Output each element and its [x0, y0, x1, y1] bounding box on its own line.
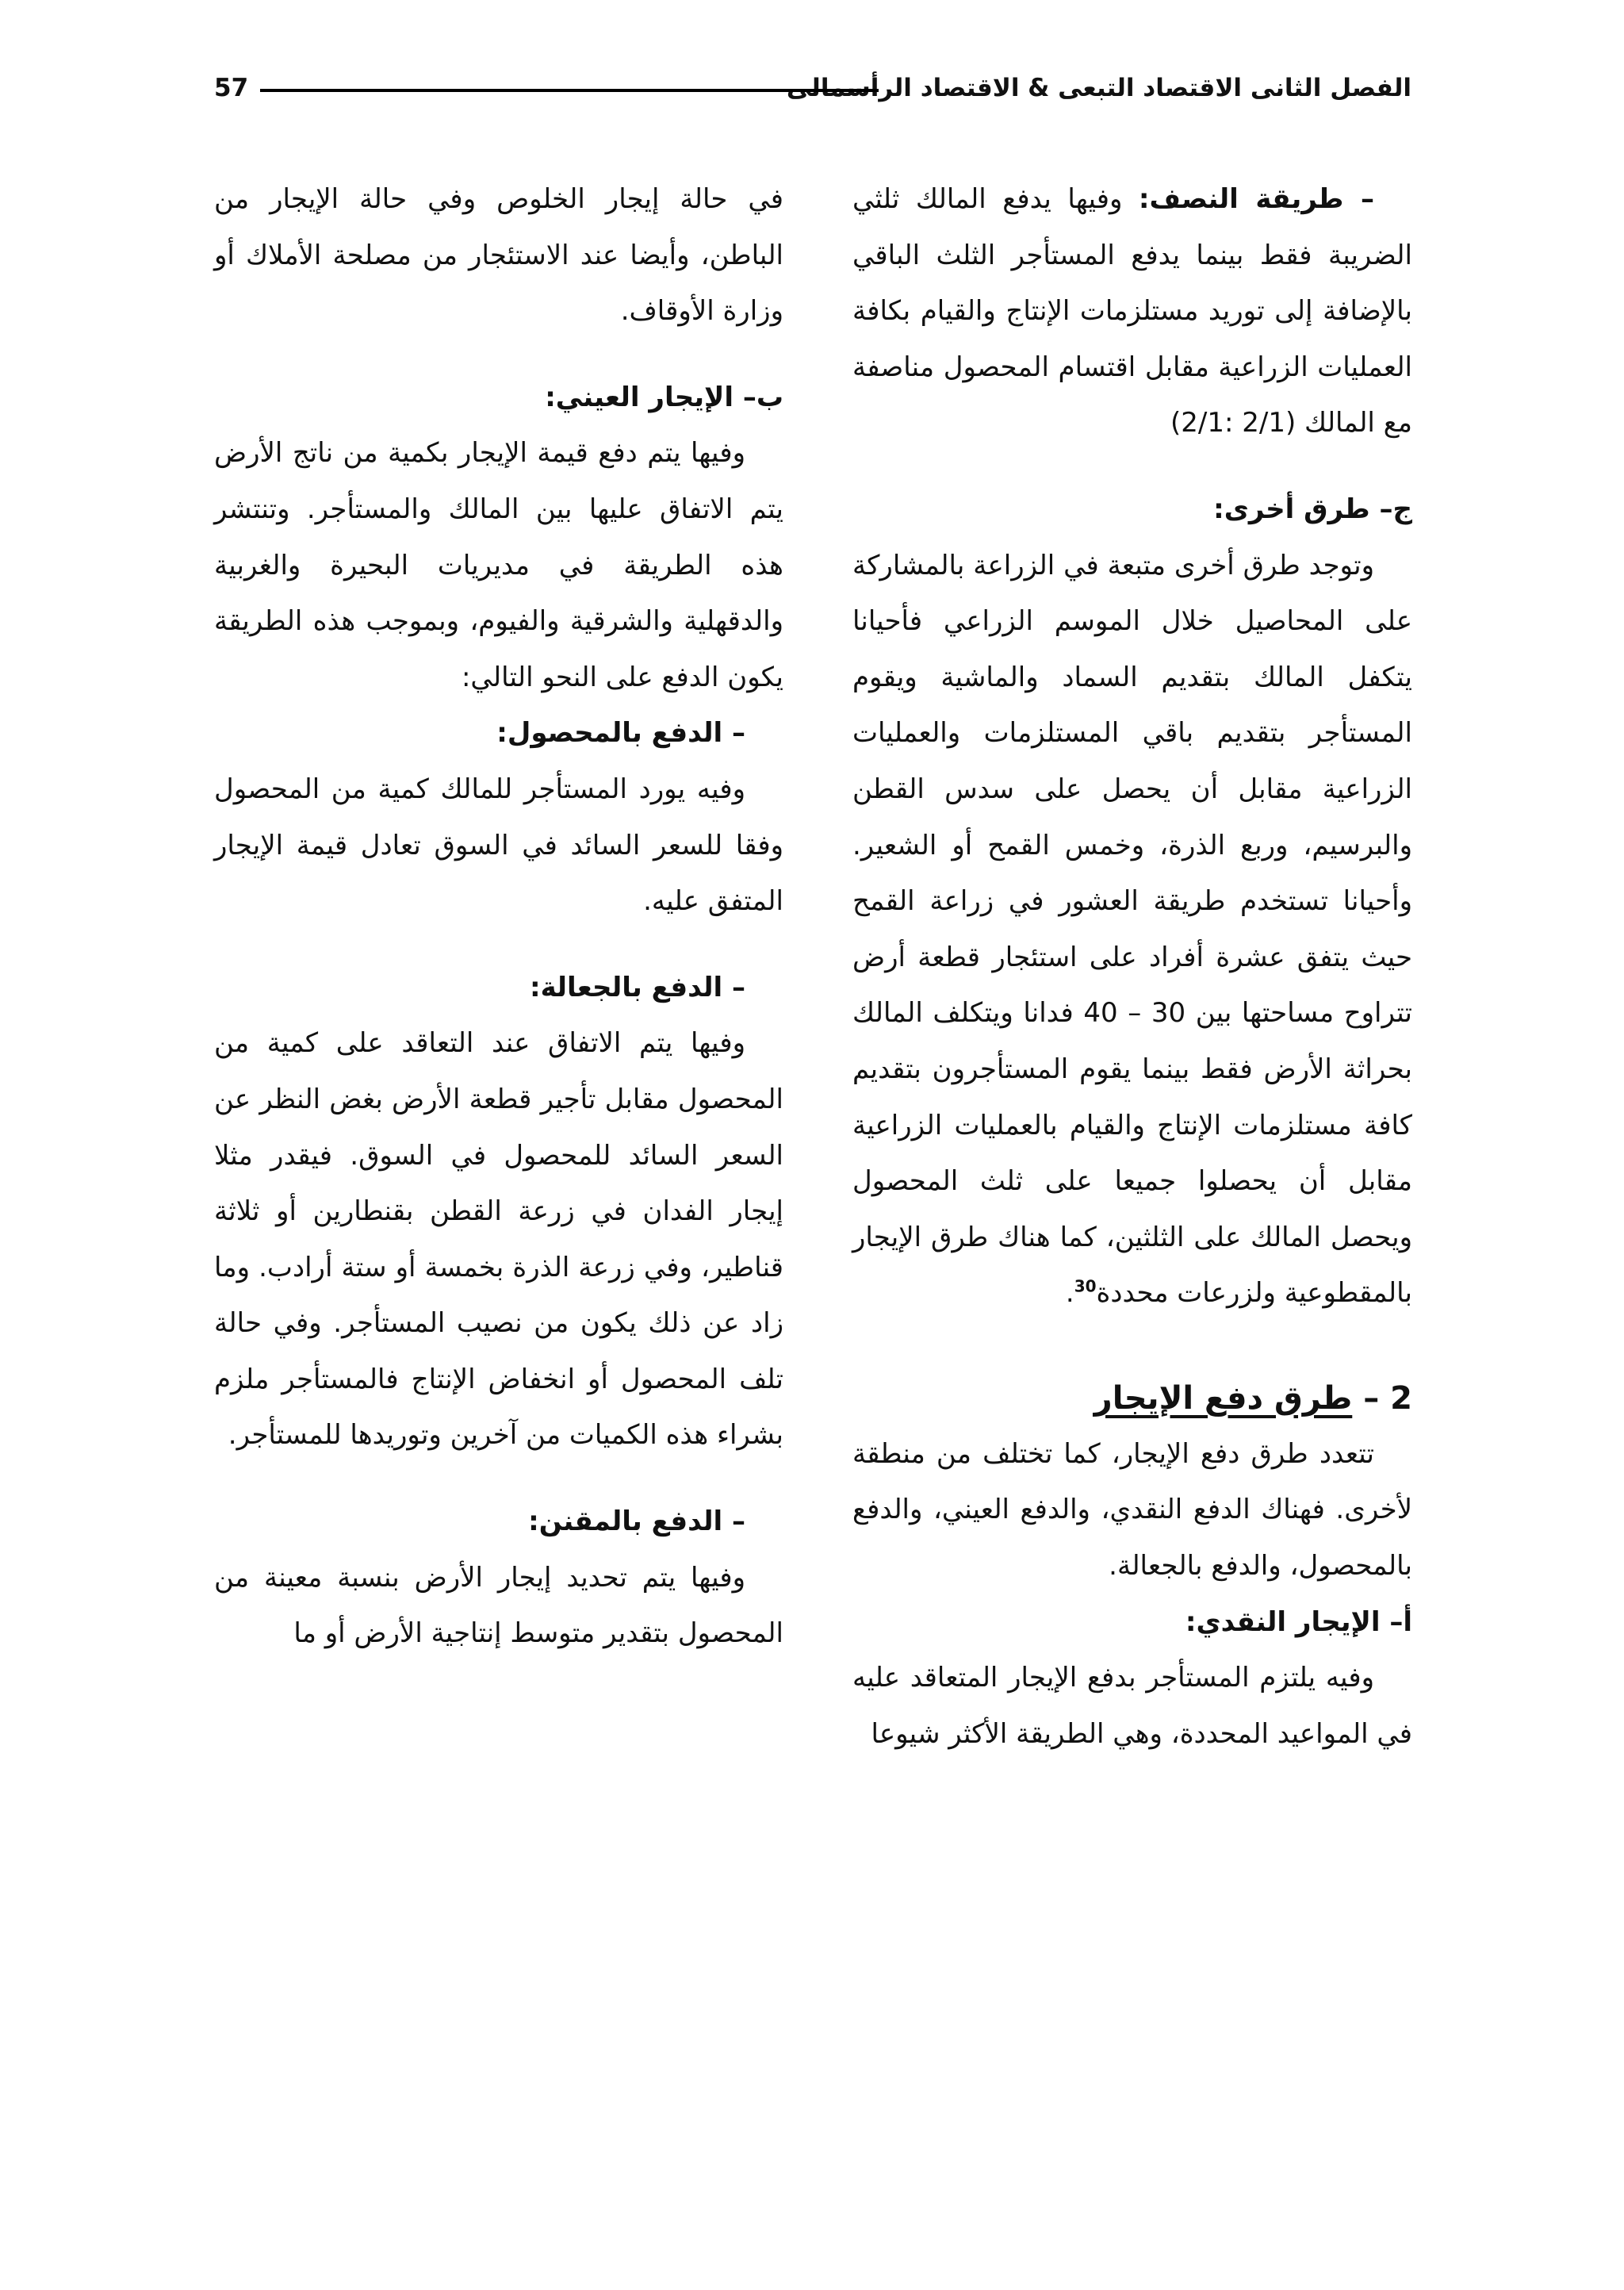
running-header [214, 68, 1411, 116]
left-column [214, 171, 783, 1662]
paragraph-rent-methods: تتعدد طرق دفع الإيجار، كما تختلف من منطقة لأخرى. فهناك الدفع النقدي، والدفع العيني، والدفع بالمحصول، والدفع بالجعالة. [852, 1437, 1412, 1582]
paragraph-cash-rent-cont: في حالة إيجار الخلوص وفي حالة الإيجار من الباطن، وأيضا عند الاستئجار من مصلحة الأملاك أو وزارة الأوقاف. [214, 183, 783, 328]
paragraph-pay-fixed: وفيها يتم تحديد إيجار الأرض بنسبة معينة من المحصول بتقدير متوسط إنتاجية الأرض أو ما [214, 1561, 783, 1650]
heading-other-methods: ج– طرق أخرى: [1213, 493, 1412, 525]
paragraph-other-methods: وتوجد طرق أخرى متبعة في الزراعة بالمشاركة على المحاصيل خلال الموسم الزراعي فأحيانا يتكفل المالك بتقديم السماد والماشية ويقوم المستأجر بتقديم باقي المستلزمات والعمليات الزراعية مقابل أن يحصل على سدس القطن والبرسيم، وربع الذرة، وخمس القمح أو الشعير. وأحيانا تستخدم طريقة العشور في زراعة القمح حيث يتفق عشرة أفراد على استئجار قطعة أرض تتراوح مساحتها بين 30 – 40 فدانا ويتكلف المالك بحراثة الأرض فقط بينما يقوم المستأجرون بتقديم كافة مستلزمات الإنتاج والقيام بالعمليات الزراعية مقابل أن يحصلوا جميعا على ثلث المحصول ويحصل المالك على الثلثين، كما هناك طرق الإيجار بالمقطوعية ولزرعات محددة$^{30}$. [852, 549, 1412, 1310]
page-number: 57 [214, 68, 255, 108]
paragraph-in-kind-rent: وفيها يتم دفع قيمة الإيجار بكمية من ناتج الأرض يتم الاتفاق عليها بين المالك والمستأجر. وتنتشر هذه الطريقة في مديريات البحيرة والغربية والدقهلية والشرقية والفيوم، وبموجب هذه الطريقة يكون الدفع على النحو التالي: [214, 437, 783, 693]
paragraph-pay-by-crop: وفيه يورد المستأجر للمالك كمية من المحصول وفقا للسعر السائد في السوق تعادل قيمة الإيجار المتفق عليه. [214, 773, 783, 918]
paragraph-half-method: – طريقة النصف: وفيها يدفع المالك ثلثي الضريبة فقط بينما يدفع المستأجر الثلث الباقي بالإضافة إلى توريد مستلزمات الإنتاج والقيام بكافة العمليات الزراعية مقابل اقتسام المحصول مناصفة مع المالك (2/1: 2/1) [852, 183, 1412, 439]
paragraph-pay-by-jaala: وفيها يتم الاتفاق عند التعاقد على كمية من المحصول مقابل تأجير قطعة الأرض بغض النظر عن السعر السائد للمحصول في السوق. فيقدر مثلا إيجار الفدان في زرعة القطن بقنطارين أو ثلاثة قناطير، وفي زرعة الذرة بخمسة أو ستة أرادب. وما زاد عن ذلك يكون من نصيب المستأجر. وفي حالة تلف المحصول أو انخفاض الإنتاج فالمستأجر ملزم بشراء هذه الكميات من آخرين وتوريدها للمستأجر. [214, 1027, 783, 1452]
heading-pay-by-crop: – الدفع بالمحصول: [496, 717, 745, 750]
footnote-marker: 30 [1074, 1276, 1097, 1296]
header-rule [260, 89, 879, 92]
chapter-title: الفصل الثانى الاقتصاد التبعى & الاقتصاد الرأسمالى [777, 68, 1411, 108]
heading-pay-by-jaala: – الدفع بالجعالة: [530, 971, 745, 1003]
term-half-method: – طريقة النصف: [1138, 183, 1374, 215]
paragraph-cash-rent: وفيه يلتزم المستأجر بدفع الإيجار المتعاقد عليه في المواعيد المحددة، وهي الطريقة الأكثر شيوعا [852, 1662, 1412, 1750]
heading-pay-fixed: – الدفع بالمقنن: [528, 1506, 745, 1538]
section-title: طرق دفع الإيجار [1094, 1379, 1353, 1417]
right-column [852, 171, 1412, 1762]
section-number: 2 – [1363, 1379, 1412, 1417]
heading-in-kind-rent: ب– الإيجار العيني: [545, 381, 783, 413]
ratio: 2/1: 2/1 [1181, 407, 1285, 439]
section-heading [852, 1371, 1412, 1426]
heading-cash-rent: أ– الإيجار النقدي: [1185, 1605, 1412, 1638]
